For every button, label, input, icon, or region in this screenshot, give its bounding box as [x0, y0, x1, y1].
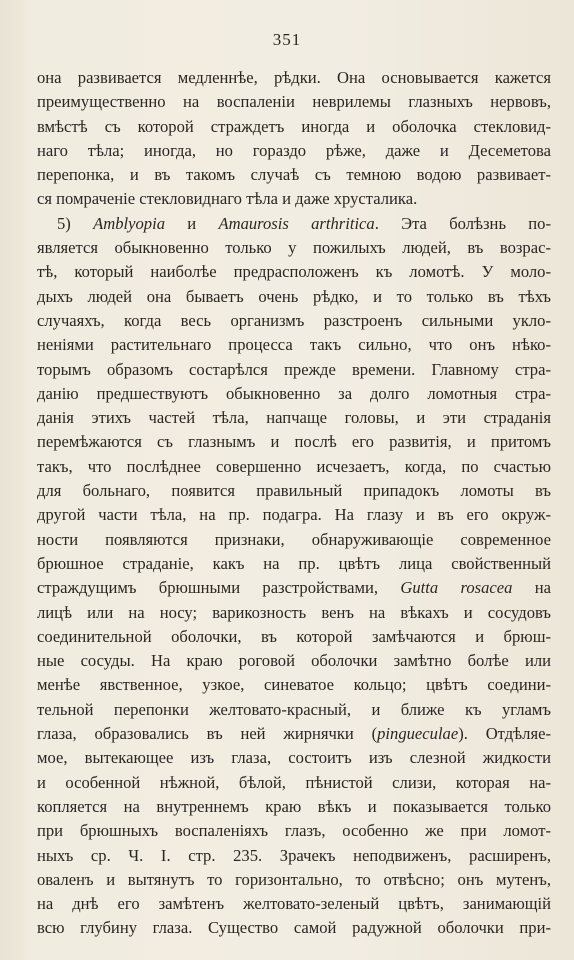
text-line: лицѣ или на носу; варикозность венъ на вѣкахъ и сосудовъ	[37, 602, 551, 622]
text-line: ся помраченіе стекловиднаго тѣла и даже хрусталика.	[37, 189, 418, 209]
text-line: перепонка, и въ такомъ случаѣ съ темною водою развивает-	[37, 165, 551, 185]
text-line: перемѣжаются съ глазнымъ и послѣ его развитія, и притомъ	[37, 432, 551, 452]
text-line: соединительной оболочки, въ которой замѣчаются и брюш-	[37, 626, 551, 646]
text-line: страждущимъ брюшными разстройствами, Gutta rosacea на	[37, 578, 551, 598]
text-line: неніями растительнаго процесса такъ сильно, что онъ нѣко-	[37, 335, 551, 355]
text-line: тельной перепонки желтовато-красный, и ближе къ угламъ	[37, 699, 551, 719]
text-line: такъ, что послѣднее совершенно исчезаетъ, когда, по счастью	[37, 456, 551, 476]
page-number: 351	[272, 30, 302, 49]
body-text	[37, 66, 551, 941]
text-line: брюшное страданіе, какъ на пр. цвѣтъ лица свойственный	[37, 553, 551, 573]
text-line: ные сосуды. На краю роговой оболочки замѣтно болѣе или	[37, 651, 551, 671]
paragraph-start-line: 5) Amblyopia и Amaurosis arthritica. Эта болѣзнь по-	[57, 213, 551, 233]
text-line: дыхъ людей она бываетъ очень рѣдко, и то только въ тѣхъ	[37, 286, 551, 306]
text-line: при брюшныхъ воспаленіяхъ глазъ, особенно же при ломот-	[37, 821, 551, 841]
text-line: для больнаго, появится правильный припадокъ ломоты въ	[37, 481, 551, 501]
text-line: данію предшествуютъ обыкновенно за долго ломотныя стра-	[37, 383, 551, 403]
text-line: на днѣ его замѣтенъ желтовато-зеленый цвѣтъ, занимающій	[37, 894, 551, 914]
text-line: является обыкновенно только у пожилыхъ людей, въ возрас-	[37, 238, 551, 258]
text-line: торымъ образомъ состарѣлся прежде времени. Главному стра-	[37, 359, 551, 379]
text-line: всю глубину глаза. Существо самой радужной оболочки при-	[37, 918, 551, 938]
text-line: преимущественно на воспаленіи неврилемы глазныхъ нервовъ,	[37, 92, 551, 112]
text-line: другой части тѣла, на пр. подагра. На глазу и въ его окруж-	[37, 505, 551, 525]
text-line: ныхъ ср. Ч. I. стр. 235. Зрачекъ неподвиженъ, расширенъ,	[37, 845, 551, 865]
text-line: вмѣстѣ съ которой страждетъ иногда и оболочка стекловид-	[37, 116, 551, 136]
text-line: оваленъ и вытянутъ то горизонтально, то отвѣсно; онъ мутенъ,	[37, 869, 551, 889]
text-line: глаза, образовались въ ней жирнячки (pingueculae). Отдѣляе-	[37, 724, 551, 744]
text-line: мое, вытекающее изъ глаза, состоитъ изъ слезной жидкости	[37, 748, 551, 768]
text-line: данія этихъ частей тѣла, напчаще головы, и эти страданія	[37, 408, 551, 428]
text-line: тѣ, который наиболѣе предрасположенъ къ ломотѣ. У моло-	[37, 262, 551, 282]
text-line: ности появляются признаки, обнаруживающіе современное	[37, 529, 551, 549]
text-line: копляется на внутреннемъ краю вѣкъ и показывается только	[37, 796, 551, 816]
text-line: случаяхъ, когда весь организмъ разстроенъ сильными укло-	[37, 310, 551, 330]
text-line: и особенной нѣжной, бѣлой, пѣнистой слизи, которая на-	[37, 772, 551, 792]
text-line: наго тѣла; иногда, но гораздо рѣже, даже и Десеметова	[37, 140, 551, 160]
text-line: менѣе явственное, узкое, синеватое кольцо; цвѣтъ соедини-	[37, 675, 551, 695]
text-line: она развивается медленнѣе, рѣдки. Она основывается кажется	[37, 68, 551, 87]
